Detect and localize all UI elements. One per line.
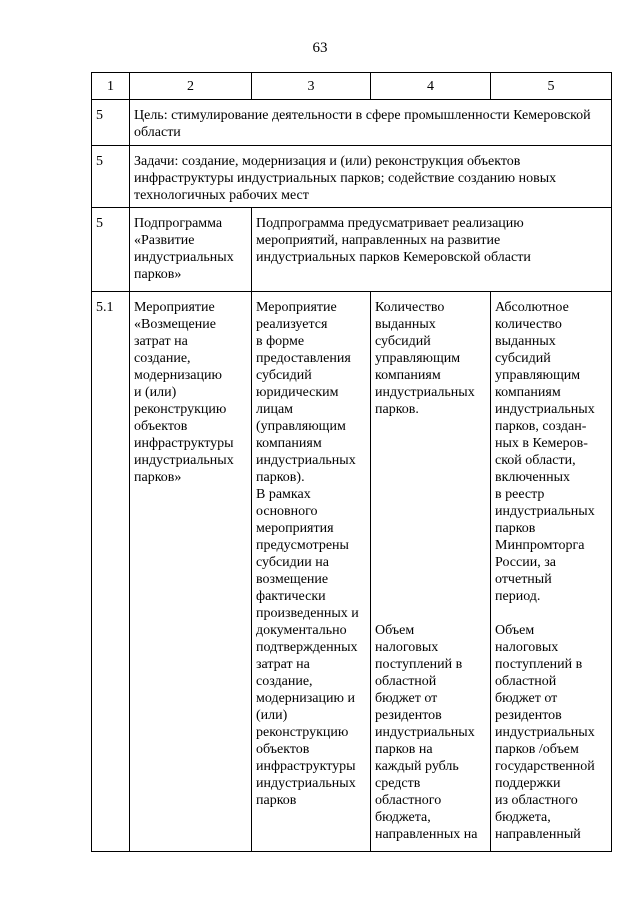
indicator-subsidies-count: Количество выданных субсидий управляющим компаниям индустриальных парков. (375, 300, 475, 417)
header-cell-2: 2 (130, 73, 252, 100)
activity-indicators (371, 292, 491, 852)
goal-text: Цель: стимулирование деятельности в сфере промышленности Кемеровской области (130, 100, 612, 146)
subprogram-row (92, 208, 612, 292)
tasks-number: 5 (92, 146, 130, 208)
goal-row (92, 100, 612, 146)
indicator-tax-revenue: Объем налоговых поступлений в областной бюджет от резидентов индустриальных парков на каждый рубль средств областного бюджета, направленных на (375, 623, 478, 842)
header-cell-5: 5 (491, 73, 612, 100)
header-row (92, 73, 612, 100)
page-number: 63 (312, 40, 328, 56)
method-subsidies-count: Абсолютное количество выданных субсидий управляющим компаниям индустриальных парков, создан- ных в Кемеров- ской области, включенных в реестр индустриальных парков Минпромторга России, за отчетный период. (495, 300, 595, 604)
activity-methods (491, 292, 612, 852)
tasks-row (92, 146, 612, 208)
activity-description: Мероприятие реализуется в форме предоставления субсидий юридическим лицам (управляющим компаниям индустриальных парков). В рамках основного мероприятия предусмотрены субсидии на возмещение фактически произведенных и документально подтвержденных затрат на создание, модернизацию и (или) реконструкцию объектов инфраструктуры индустриальных парков (252, 292, 371, 852)
program-table (91, 72, 612, 852)
activity-name: Мероприятие «Возмещение затрат на создание, модернизацию и (или) реконструкцию объектов инфраструктуры индустриальных парков» (130, 292, 252, 852)
tasks-text: Задачи: создание, модернизация и (или) реконструкция объектов инфраструктуры индустриальных парков; содействие созданию новых технологичных рабочих мест (130, 146, 612, 208)
header-cell-4: 4 (371, 73, 491, 100)
goal-number: 5 (92, 100, 130, 146)
subprogram-text: Подпрограмма предусматривает реализацию мероприятий, направленных на развитие индустриальных парков Кемеровской области (252, 208, 612, 292)
subprogram-number: 5 (92, 208, 130, 292)
header-cell-1: 1 (92, 73, 130, 100)
header-cell-3: 3 (252, 73, 371, 100)
method-tax-revenue: Объем налоговых поступлений в областной бюджет от резидентов индустриальных парков /объем государственной поддержки из областного бюджета, направленный (495, 623, 595, 842)
activity-row (92, 292, 612, 852)
activity-number: 5.1 (92, 292, 130, 852)
subprogram-name: Подпрограмма «Развитие индустриальных парков» (130, 208, 252, 292)
